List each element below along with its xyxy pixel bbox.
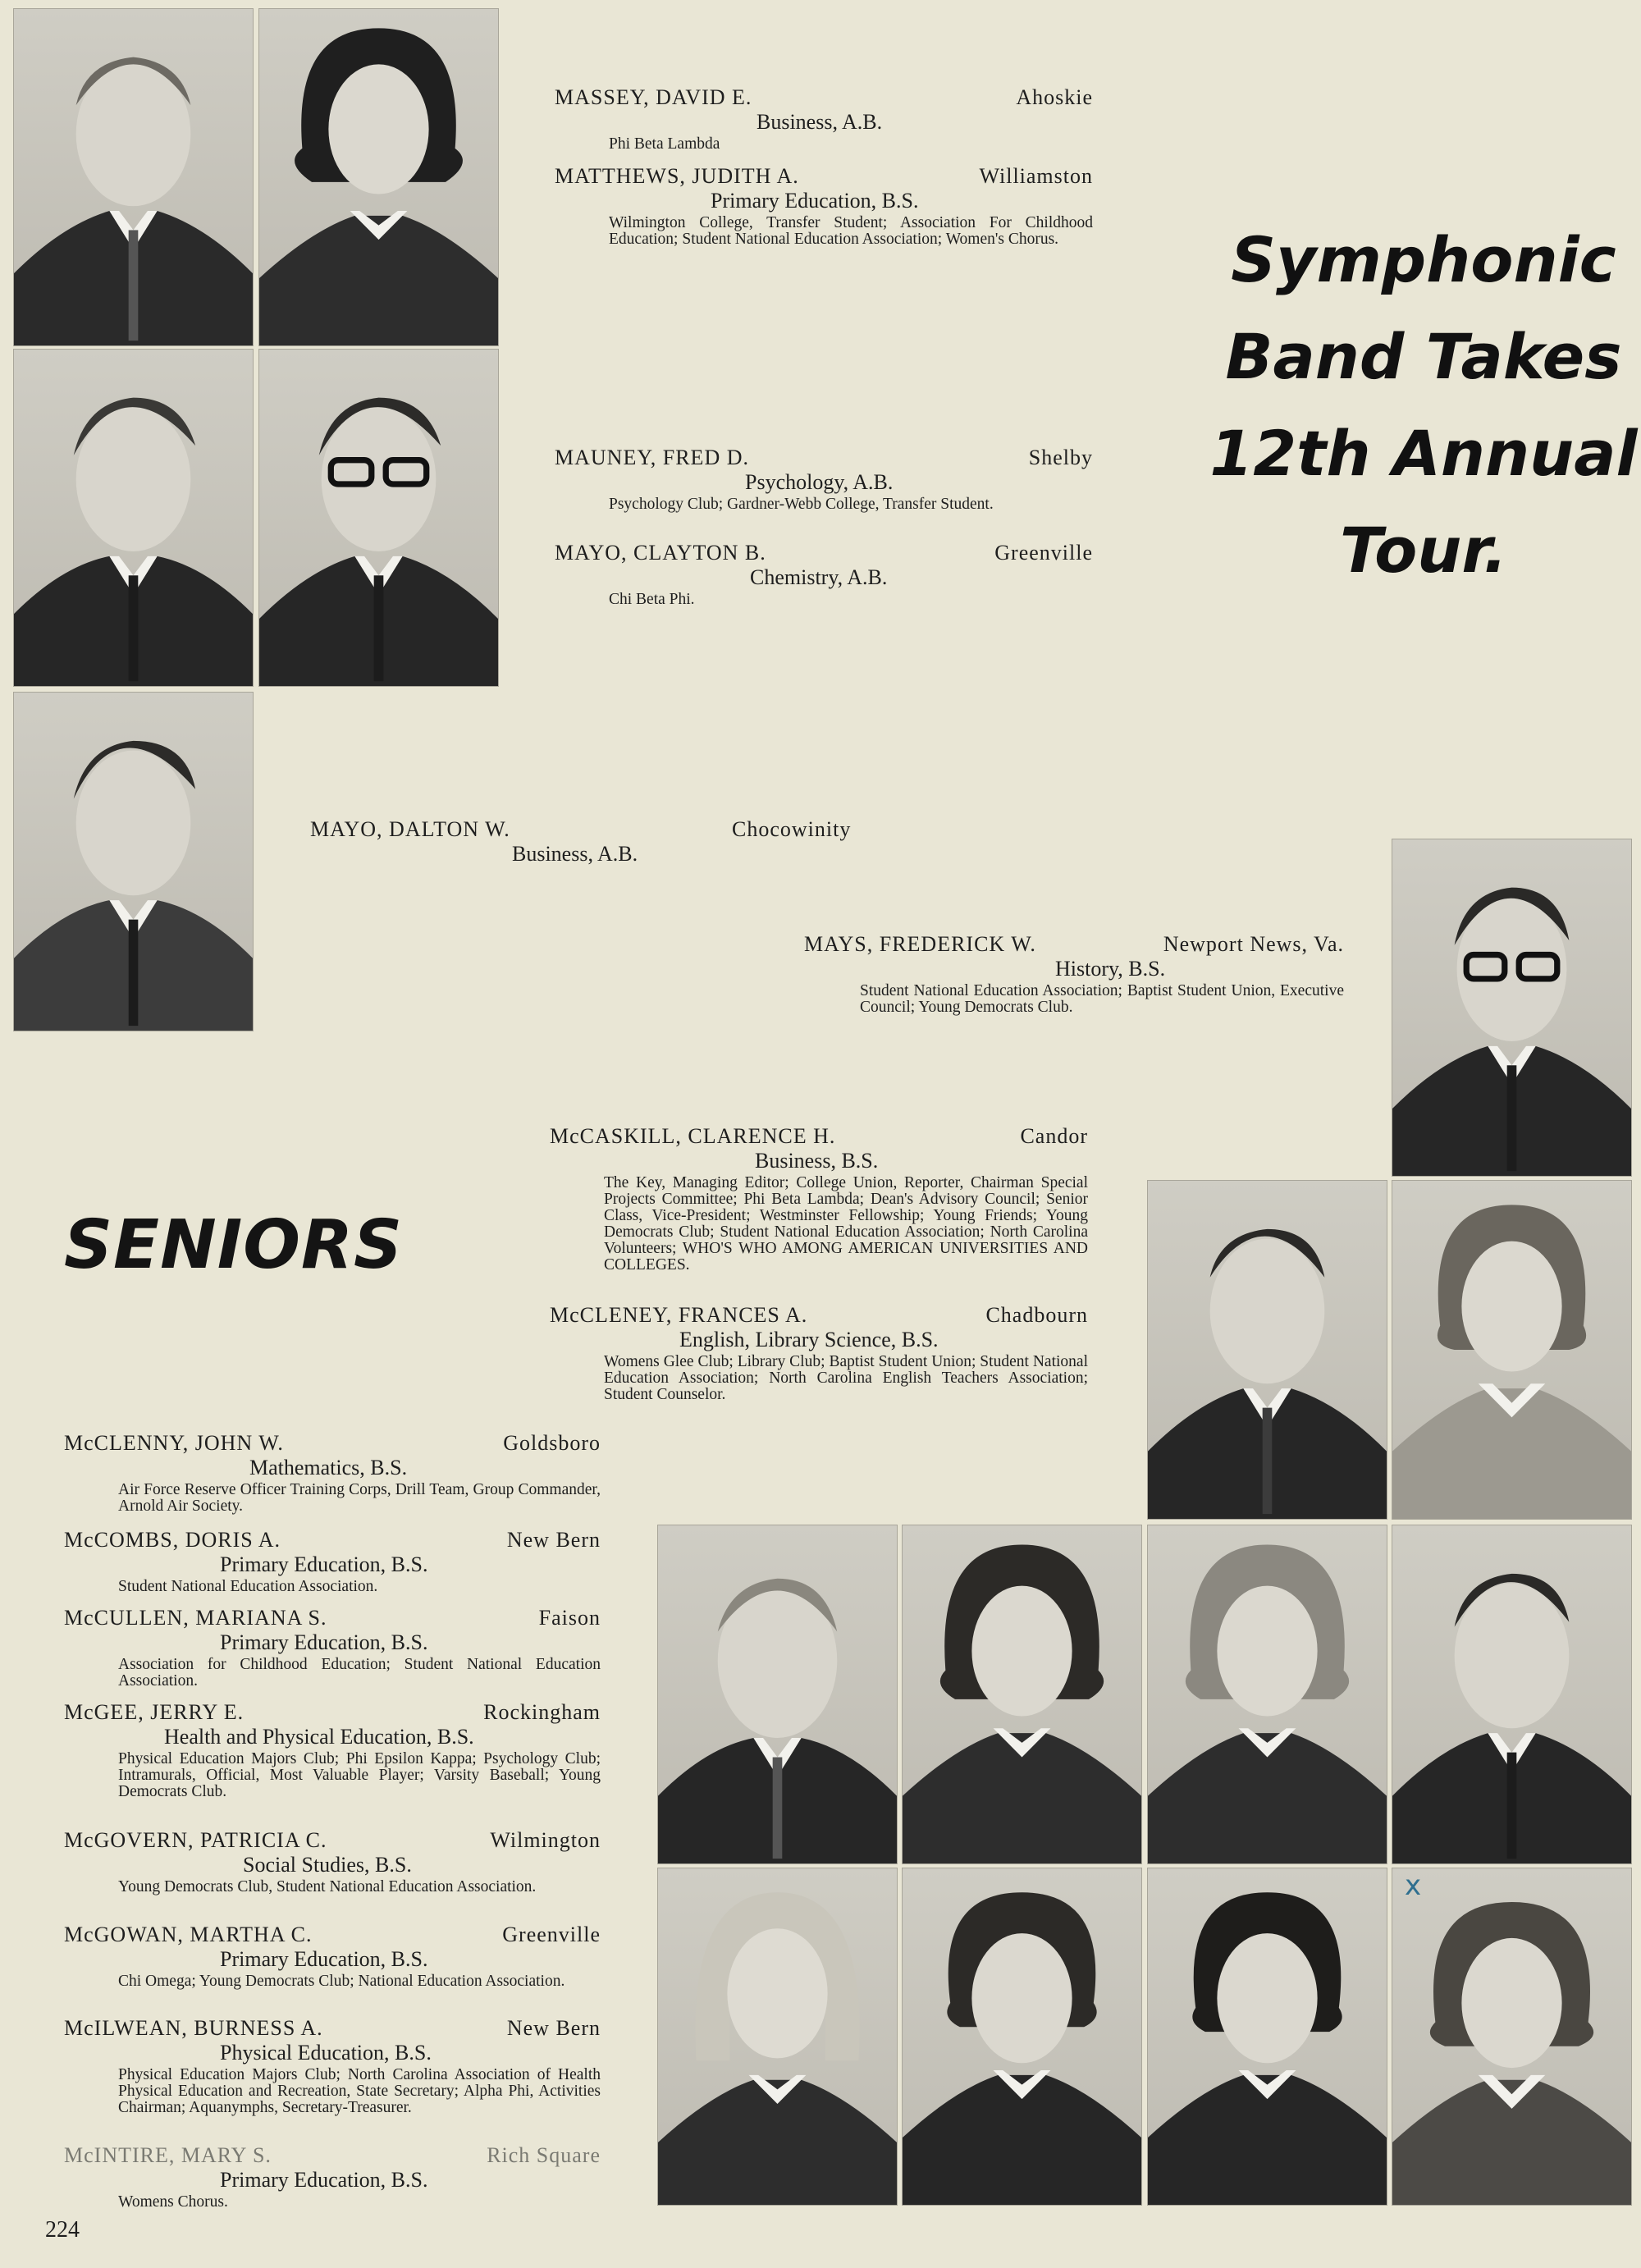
entry-activities: Air Force Reserve Officer Training Corps, Drill Team, Group Commander, Arnold Air Society.	[118, 1481, 601, 1515]
entry-town: Williamston	[979, 164, 1093, 188]
headline-line-3: 12th Annual	[1209, 417, 1638, 490]
entry-mccaskill	[550, 1124, 1088, 1273]
entry-town: Rich Square	[487, 2143, 601, 2167]
pencil-mark: x	[1405, 1869, 1422, 1902]
portrait-mcgowan	[902, 1868, 1142, 2206]
entry-town: Wilmington	[490, 1828, 601, 1852]
page-number: 224	[45, 2217, 80, 2243]
entry-degree: Business, A.B.	[512, 842, 638, 866]
portrait-mccombs	[902, 1525, 1142, 1864]
entry-name: MAYS, FREDERICK W.	[804, 932, 1036, 956]
entry-activities: Chi Beta Phi.	[609, 591, 695, 608]
entry-name: McCOMBS, DORIS A.	[64, 1528, 281, 1552]
entry-town: Candor	[1020, 1124, 1088, 1148]
entry-degree: Mathematics, B.S.	[249, 1456, 408, 1479]
entry-mccleney	[550, 1303, 1088, 1403]
portrait-mccaskill	[1147, 1180, 1387, 1520]
entry-town: New Bern	[506, 2016, 601, 2040]
portrait-mcgovern	[657, 1868, 898, 2206]
entry-activities: Association for Childhood Education; Student National Education Association.	[118, 1656, 601, 1690]
entry-activities: Phi Beta Lambda	[609, 135, 720, 153]
entry-degree: Chemistry, A.B.	[750, 565, 888, 589]
entry-mayo-clayton	[555, 541, 1093, 608]
entry-name: McCASKILL, CLARENCE H.	[550, 1124, 836, 1148]
entry-name: McCULLEN, MARIANA S.	[64, 1606, 327, 1630]
entry-name: MATTHEWS, JUDITH A.	[555, 164, 799, 188]
entry-mcgowan	[64, 1923, 601, 1990]
entry-name: McCLENEY, FRANCES A.	[550, 1303, 808, 1327]
entry-degree: Psychology, A.B.	[745, 470, 894, 494]
entry-name: MASSEY, DAVID E.	[555, 85, 752, 109]
portrait-mcintire	[1392, 1868, 1632, 2206]
entry-degree: Business, A.B.	[757, 110, 883, 134]
entry-activities: Chi Omega; Young Democrats Club; National Education Association.	[118, 1973, 565, 1990]
entry-activities: Wilmington College, Transfer Student; Association For Childhood Education; Student National Education Association; Women's Chorus.	[609, 214, 1093, 248]
entry-mccullen	[64, 1606, 601, 1690]
entry-degree: Primary Education, B.S.	[220, 1630, 428, 1654]
portrait-massey	[13, 8, 254, 346]
entry-name: McGOVERN, PATRICIA C.	[64, 1828, 327, 1852]
entry-degree: Primary Education, B.S.	[220, 1552, 428, 1576]
entry-degree: Health and Physical Education, B.S.	[164, 1725, 474, 1749]
entry-activities: Physical Education Majors Club; Phi Epsilon Kappa; Psychology Club; Intramurals, Official, Most Valuable Player; Varsity Baseball; Young Democrats Club.	[118, 1750, 601, 1800]
entry-mcilwean	[64, 2016, 601, 2116]
portrait-mays	[1392, 839, 1632, 1177]
entry-town: Rockingham	[483, 1700, 601, 1724]
entry-town: Greenville	[502, 1923, 601, 1946]
entry-town: Chadbourn	[985, 1303, 1088, 1327]
entry-name: McINTIRE, MARY S.	[64, 2143, 272, 2167]
entry-matthews	[555, 164, 1093, 248]
portrait-mcgee	[1392, 1525, 1632, 1864]
headline	[1206, 212, 1641, 599]
entry-mcintire	[64, 2143, 601, 2211]
entry-town: New Bern	[506, 1528, 601, 1552]
portrait-mcclenny	[657, 1525, 898, 1864]
entry-town: Shelby	[1028, 446, 1093, 469]
entry-name: McGOWAN, MARTHA C.	[64, 1923, 313, 1946]
entry-name: MAUNEY, FRED D.	[555, 446, 749, 469]
entry-town: Greenville	[994, 541, 1093, 565]
entry-name: MAYO, DALTON W.	[310, 817, 510, 841]
section-title: SENIORS	[64, 1206, 404, 1284]
entry-town: Ahoskie	[1016, 85, 1093, 109]
entry-activities: Student National Education Association; Baptist Student Union, Executive Council; Young Democrats Club.	[860, 982, 1344, 1016]
entry-activities: Physical Education Majors Club; North Carolina Association of Health Physical Education and Recreation, State Secretary; Alpha Phi, Activities Chairman; Aquanymphs, Secretary-Treasurer.	[118, 2066, 601, 2116]
entry-mauney	[555, 446, 1093, 513]
portrait-mayo-dalton	[13, 692, 254, 1031]
entry-town: Newport News, Va.	[1163, 932, 1344, 956]
entry-mcclenny	[64, 1431, 601, 1515]
entry-degree: Primary Education, B.S.	[220, 2168, 428, 2192]
portrait-mauney	[13, 349, 254, 687]
portrait-mccullen	[1147, 1525, 1387, 1864]
entry-degree: English, Library Science, B.S.	[679, 1328, 939, 1351]
entry-activities: Young Democrats Club, Student National Education Association.	[118, 1878, 537, 1895]
entry-town: Chocowinity	[732, 817, 852, 841]
portrait-mayo-clayton	[258, 349, 499, 687]
headline-line-2: Band Takes	[1225, 320, 1622, 393]
headline-line-4: Tour.	[1340, 514, 1507, 587]
entry-degree: Primary Education, B.S.	[220, 1947, 428, 1971]
entry-degree: Social Studies, B.S.	[243, 1853, 412, 1877]
entry-activities: The Key, Managing Editor; College Union, Reporter, Chairman Special Projects Committee; Phi Beta Lambda; Dean's Advisory Council; Senior Class, Vice-President; Westminster Fellowship; Young Friends; Young Democrats Club; Student National Education Association; North Carolina Volunteers; WHO'S WHO AMONG AMERICAN UNIVERSITIES AND COLLEGES.	[604, 1174, 1088, 1273]
entry-mccombs	[64, 1528, 601, 1595]
entry-name: MAYO, CLAYTON B.	[555, 541, 766, 565]
portrait-mcilwean	[1147, 1868, 1387, 2206]
entry-town: Goldsboro	[503, 1431, 601, 1455]
entry-town: Faison	[538, 1606, 601, 1630]
entry-activities: Psychology Club; Gardner-Webb College, Transfer Student.	[609, 496, 994, 513]
entry-name: McGEE, JERRY E.	[64, 1700, 245, 1724]
entry-mays	[804, 932, 1344, 1016]
entry-massey	[555, 85, 1093, 153]
entry-degree: Primary Education, B.S.	[711, 189, 919, 213]
entry-activities: Womens Chorus.	[118, 2193, 228, 2211]
portrait-matthews	[258, 8, 499, 346]
headline-line-1: Symphonic	[1231, 223, 1616, 296]
entry-activities: Womens Glee Club; Library Club; Baptist Student Union; Student National Education Association; North Carolina English Teachers Association; Student Counselor.	[604, 1353, 1088, 1403]
entry-activities: Student National Education Association.	[118, 1578, 378, 1595]
entry-mcgovern	[64, 1828, 601, 1895]
entry-degree: Physical Education, B.S.	[220, 2041, 432, 2065]
entry-degree: History, B.S.	[1055, 957, 1166, 981]
entry-name: McILWEAN, BURNESS A.	[64, 2016, 323, 2040]
portrait-mccleney	[1392, 1180, 1632, 1520]
entry-name: McCLENNY, JOHN W.	[64, 1431, 284, 1455]
entry-mcgee	[64, 1700, 601, 1800]
entry-degree: Business, B.S.	[755, 1149, 879, 1173]
entry-mayo-dalton	[310, 817, 852, 867]
